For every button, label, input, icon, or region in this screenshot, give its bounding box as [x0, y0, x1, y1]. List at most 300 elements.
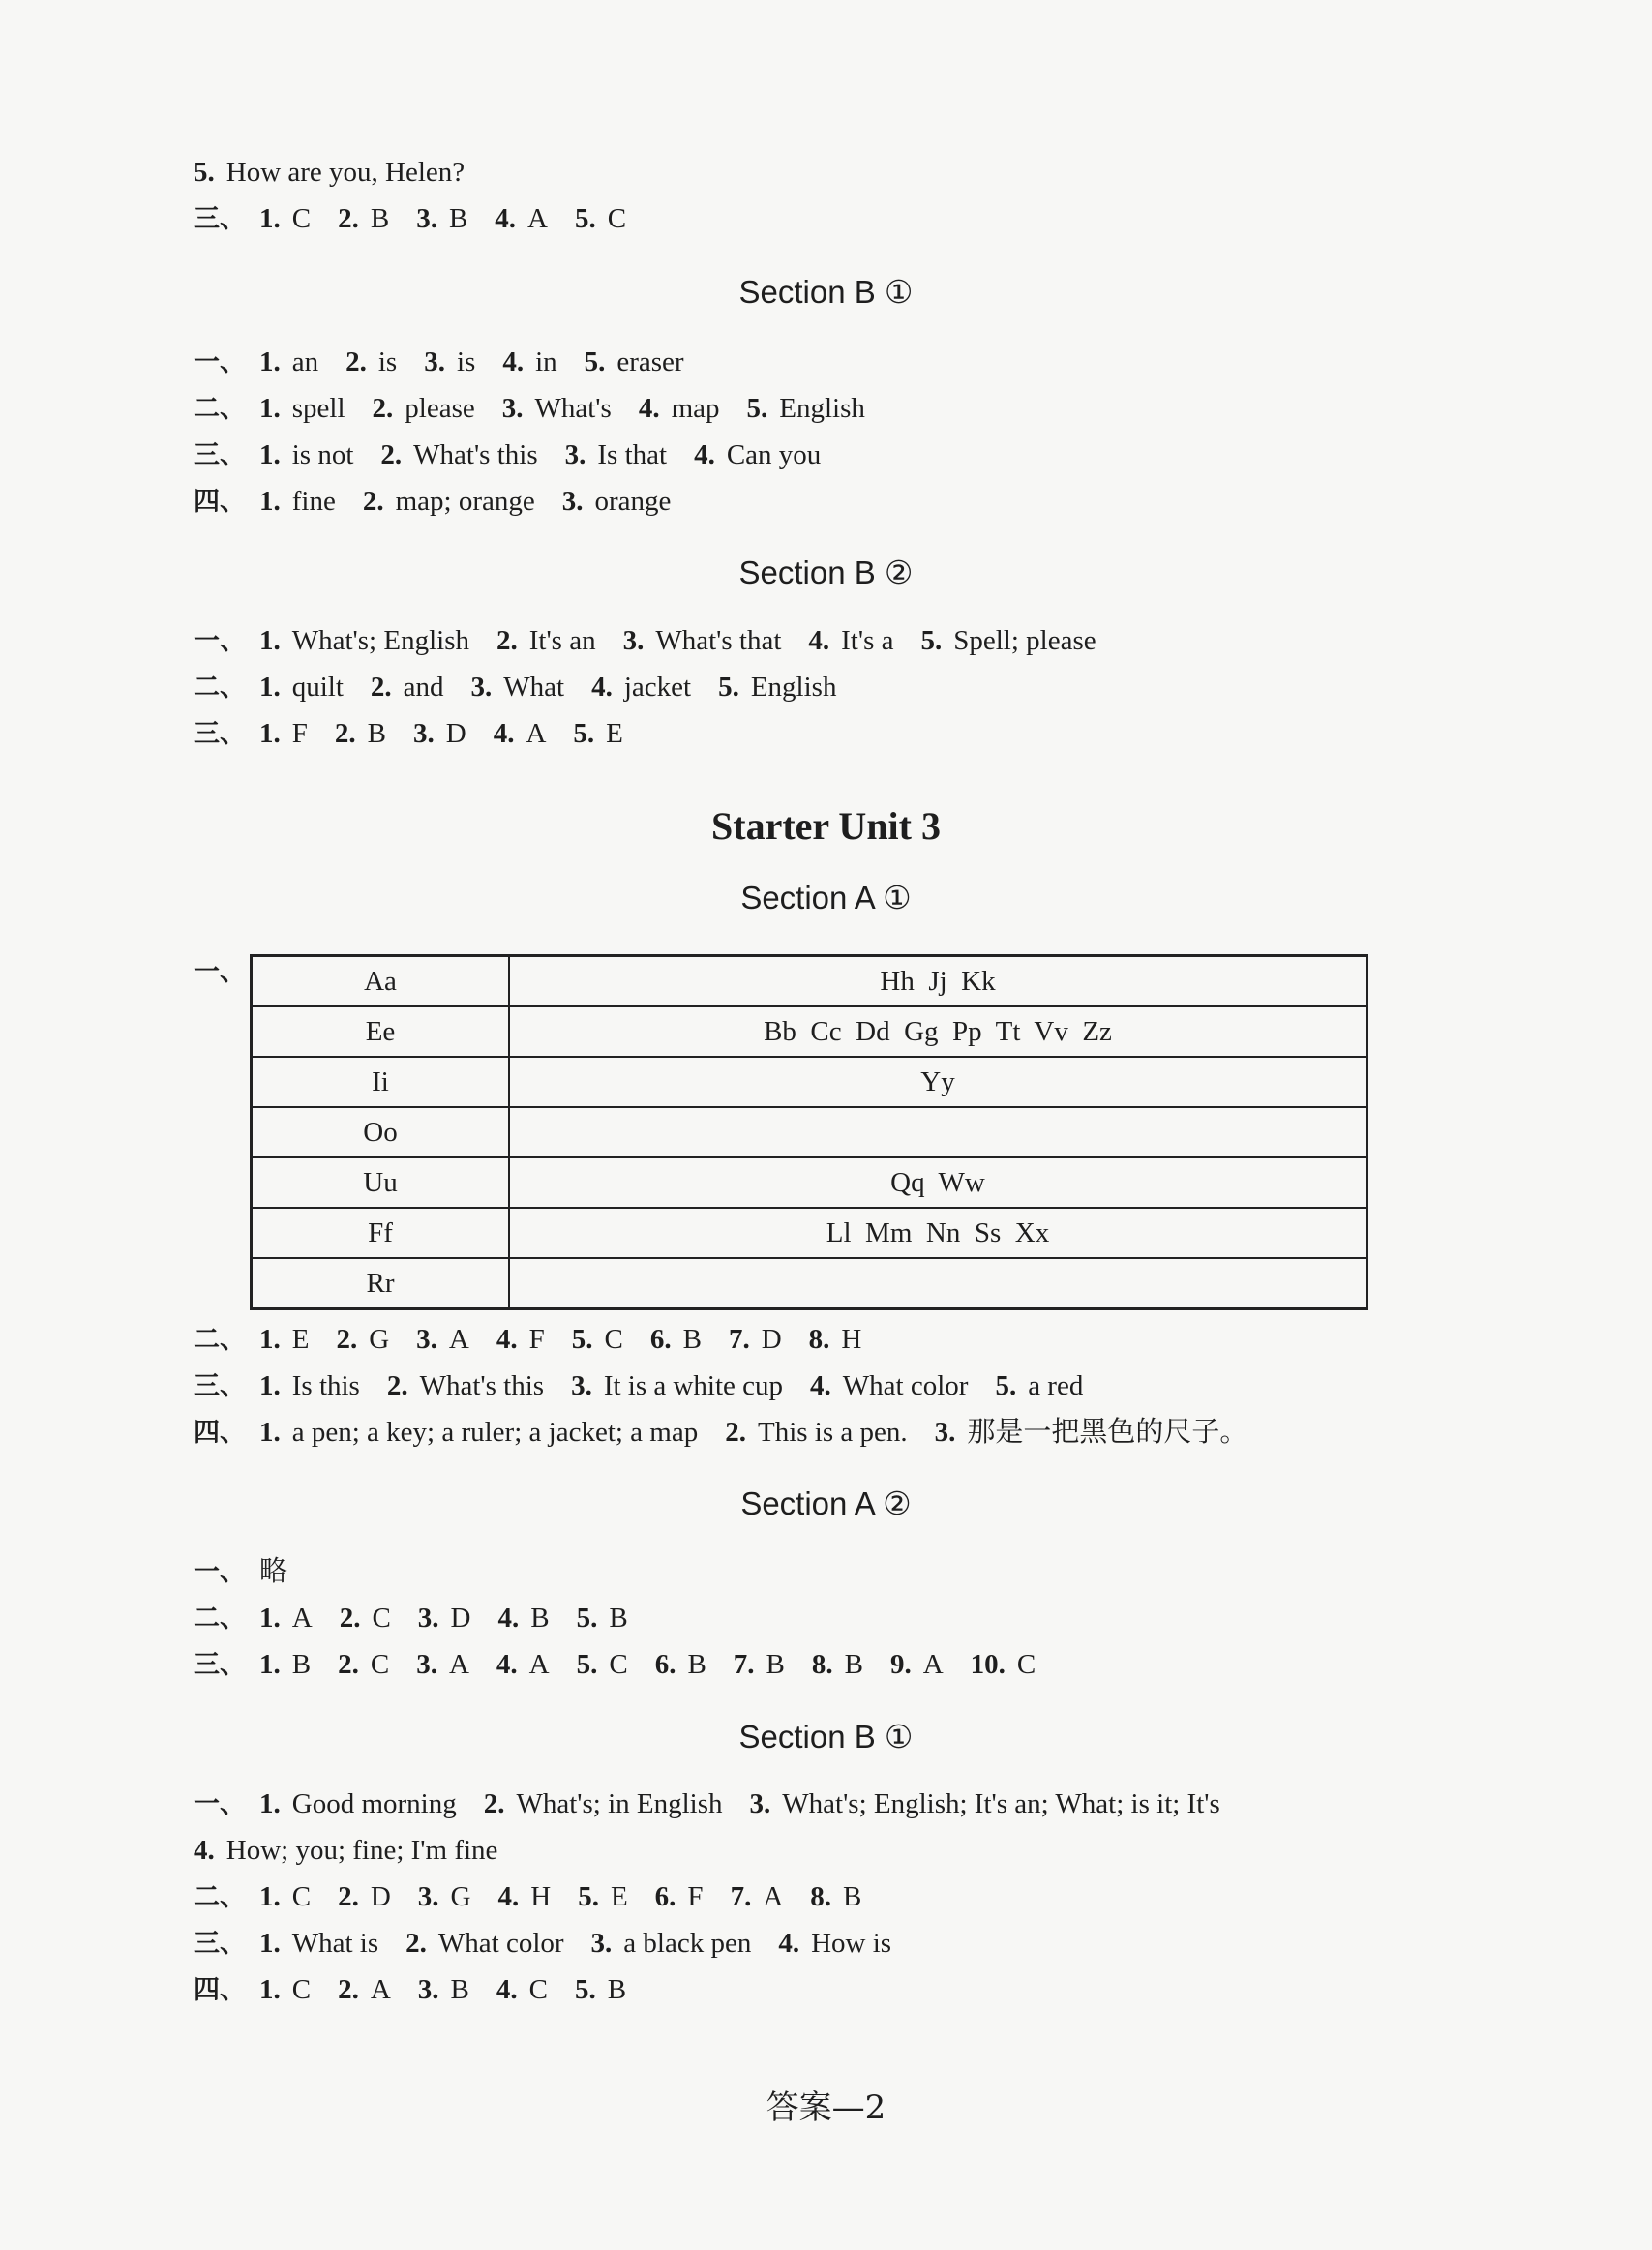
answer-text: B: [367, 718, 386, 749]
answer-line: [194, 1413, 1275, 1453]
answer-item: [498, 1881, 552, 1912]
vowel-cell: Ee: [252, 1006, 510, 1057]
table-row: [252, 1057, 1367, 1107]
item-number: 7.: [730, 1881, 752, 1912]
table-row: [252, 1258, 1367, 1309]
item-number: 2.: [362, 486, 384, 517]
answer-line: [194, 1366, 1110, 1406]
answer-text: a pen; a key; a ruler; a jacket; a map: [291, 1417, 699, 1448]
question-number: 二、: [194, 673, 246, 703]
answer-item: [591, 672, 691, 703]
answer-item: [259, 439, 353, 470]
answer-line: [194, 389, 892, 429]
letters-cell: Ll Mm Nn Ss Xx: [509, 1208, 1367, 1258]
item-number: 1.: [259, 672, 281, 703]
answer-text: spell: [291, 393, 345, 424]
table-row: [252, 1208, 1367, 1258]
item-number: 1.: [259, 1603, 281, 1634]
item-number: 1.: [259, 439, 281, 470]
answer-text: B: [448, 203, 468, 234]
answer-text: H: [530, 1881, 552, 1912]
item-number: 3.: [561, 486, 584, 517]
answer-item: [573, 718, 622, 749]
page-number: 答案—2: [766, 2088, 886, 2127]
item-number: 1.: [259, 1788, 281, 1819]
answer-item: [623, 625, 782, 656]
answer-text: This is a pen.: [757, 1417, 908, 1448]
answer-text: A: [448, 1324, 469, 1355]
answer-text: eraser: [616, 346, 684, 377]
answer-item: [194, 1835, 497, 1866]
item-number: 2.: [483, 1788, 505, 1819]
answer-line: [194, 1877, 888, 1917]
answer-text: fine: [291, 486, 336, 517]
answer-text: quilt: [291, 672, 344, 703]
answer-text: map; orange: [395, 486, 535, 517]
answer-line: [194, 1599, 655, 1638]
question-number: 二、: [194, 394, 246, 424]
answer-item: [416, 1649, 469, 1680]
answer-text: It's an: [528, 625, 596, 656]
answer-item: [577, 1649, 628, 1680]
answer-text: C: [609, 1649, 628, 1680]
answer-text: C: [1016, 1649, 1036, 1680]
item-number: 7.: [733, 1649, 755, 1680]
answer-item: [336, 1324, 389, 1355]
answer-item: [575, 203, 626, 234]
answer-text: What's: [534, 393, 612, 424]
answer-item: [259, 1324, 309, 1355]
answer-item: [890, 1649, 944, 1680]
answer-text: H: [841, 1324, 862, 1355]
answer-text: How is: [811, 1928, 892, 1959]
item-number: 3.: [564, 439, 586, 470]
answer-text: What: [503, 672, 565, 703]
item-number: 2.: [345, 346, 367, 377]
answer-text: Spell; please: [953, 625, 1096, 656]
answer-item: [495, 203, 548, 234]
answer-item: [338, 1881, 391, 1912]
answer-text: A: [763, 1881, 784, 1912]
question-number: 二、: [194, 1325, 246, 1355]
answer-item: [340, 1603, 391, 1634]
item-number: 1.: [259, 625, 281, 656]
answer-item: [338, 1974, 391, 2005]
answer-text: B: [607, 1974, 627, 2005]
answer-item: [373, 393, 475, 424]
item-number: 9.: [889, 1649, 912, 1680]
answer-text: B: [609, 1603, 628, 1634]
answer-text: jacket: [623, 672, 692, 703]
item-number: 3.: [501, 393, 524, 424]
vowel-cell: Rr: [252, 1258, 510, 1309]
question-number: 三、: [194, 1929, 246, 1959]
item-number: 4.: [497, 1603, 520, 1634]
answer-item: [345, 346, 397, 377]
answer-item: [747, 393, 865, 424]
answer-item: [363, 486, 535, 517]
answer-line: [194, 1552, 315, 1592]
answer-item: [655, 1881, 704, 1912]
answer-text: B: [450, 1974, 469, 2005]
answer-item: [496, 1974, 548, 2005]
vowel-cell: Aa: [252, 956, 510, 1007]
answer-item: [750, 1788, 1220, 1819]
answer-item: [416, 1324, 469, 1355]
question-number: 四、: [194, 1975, 246, 2005]
answer-line: [194, 621, 1124, 661]
answer-item: [259, 1649, 311, 1680]
answer-text: D: [450, 1603, 471, 1634]
answer-text: C: [291, 1974, 312, 2005]
answer-text: is: [377, 346, 398, 377]
answer-text: How; you; fine; I'm fine: [225, 1835, 498, 1866]
answer-text: A: [448, 1649, 469, 1680]
answer-text: C: [604, 1324, 623, 1355]
answer-text: Can you: [726, 439, 822, 470]
answer-item: [995, 1370, 1083, 1401]
question-number: 四、: [194, 487, 246, 517]
answer-line: [194, 1924, 918, 1964]
answer-text: and: [403, 672, 444, 703]
answer-item: [494, 718, 547, 749]
answer-text: A: [922, 1649, 944, 1680]
item-number: 1.: [259, 393, 281, 424]
answer-item: [718, 672, 836, 703]
item-number: 7.: [728, 1324, 750, 1355]
question-number: 一、: [194, 1557, 246, 1587]
answer-item: [471, 672, 565, 703]
answer-text: is not: [291, 439, 354, 470]
answer-text: C: [607, 203, 627, 234]
question-number: 三、: [194, 204, 246, 234]
section-heading: Section B ①: [738, 1719, 914, 1755]
answer-line: [194, 482, 698, 522]
item-number: 4.: [497, 1881, 520, 1912]
answer-item: [655, 1649, 706, 1680]
item-number: 3.: [416, 203, 437, 234]
item-number: 2.: [338, 203, 359, 234]
vowel-cell: Uu: [252, 1157, 510, 1208]
answer-item: [591, 1928, 752, 1959]
item-number: 4.: [810, 1370, 831, 1401]
answer-text: a red: [1028, 1370, 1084, 1401]
answer-text: orange: [594, 486, 672, 517]
answer-text: an: [291, 346, 319, 377]
question-number: 一、: [194, 1789, 246, 1819]
answer-item: [734, 1649, 785, 1680]
question-number: 三、: [194, 1650, 246, 1680]
table-row: [252, 1107, 1367, 1157]
letters-cell: Yy: [509, 1057, 1367, 1107]
item-number: 5.: [746, 393, 768, 424]
item-number: 3.: [417, 1881, 439, 1912]
answer-item: [259, 672, 344, 703]
answer-item: [259, 1881, 311, 1912]
answer-text: What's; English; It's an; What; is it; It's: [782, 1788, 1220, 1819]
answer-text: F: [528, 1324, 545, 1355]
answer-item: [338, 203, 389, 234]
item-number: 2.: [386, 1370, 408, 1401]
item-number: 4.: [808, 625, 830, 656]
answer-item: [259, 1928, 378, 1959]
answer-item: [387, 1370, 544, 1401]
answer-item: [335, 718, 386, 749]
item-number: 3.: [622, 625, 645, 656]
answer-item: [259, 203, 311, 234]
answer-item: [498, 1603, 550, 1634]
answer-text: E: [610, 1881, 628, 1912]
answer-item: [562, 486, 672, 517]
answer-text: A: [527, 203, 548, 234]
answer-line: [194, 199, 653, 239]
item-number: 1.: [259, 1928, 281, 1959]
answer-item: [259, 393, 345, 424]
answer-text: C: [291, 1881, 312, 1912]
answer-item: [413, 718, 466, 749]
item-number: 4.: [638, 393, 660, 424]
vowel-cell: Ff: [252, 1208, 510, 1258]
answer-text: What is: [291, 1928, 379, 1959]
item-number: 1.: [259, 203, 281, 234]
item-number: 5.: [718, 672, 739, 703]
answer-item: [380, 439, 537, 470]
question-number: 四、: [194, 1418, 246, 1448]
answer-line: [194, 1831, 525, 1870]
answer-item: [259, 1788, 457, 1819]
answer-text: G: [450, 1881, 471, 1912]
item-number: 1.: [259, 1324, 281, 1355]
item-number: 5.: [573, 718, 595, 749]
vowel-cell: Oo: [252, 1107, 510, 1157]
item-number: 6.: [654, 1649, 676, 1680]
answer-item: [778, 1928, 891, 1959]
answer-text: What's this: [419, 1370, 545, 1401]
answer-item: [810, 1881, 861, 1912]
item-number: 2.: [339, 1603, 361, 1634]
table-row: [252, 956, 1367, 1007]
question-number: 三、: [194, 1371, 246, 1401]
answer-item: [259, 1974, 311, 2005]
answer-text: D: [761, 1324, 782, 1355]
answer-line: [194, 1785, 1247, 1824]
answer-text: G: [369, 1324, 390, 1355]
answer-text: D: [445, 718, 466, 749]
item-number: 3.: [470, 672, 493, 703]
answer-item: [639, 393, 720, 424]
answer-text: B: [766, 1649, 785, 1680]
answer-item: [575, 1974, 626, 2005]
unit-title: Starter Unit 3: [711, 804, 941, 848]
question-number: 一、: [194, 347, 246, 377]
answer-text: A: [291, 1603, 313, 1634]
answer-item: [259, 718, 308, 749]
answer-text: What color: [437, 1928, 564, 1959]
item-number: 2.: [370, 672, 392, 703]
item-number: 4.: [778, 1928, 800, 1959]
answer-text: F: [687, 1881, 704, 1912]
item-number: 5.: [574, 203, 596, 234]
item-number: 2.: [405, 1928, 427, 1959]
answer-item: [731, 1881, 784, 1912]
item-number: 2.: [336, 1324, 358, 1355]
answer-text: E: [606, 718, 623, 749]
table-row: [252, 1006, 1367, 1057]
answer-line: [194, 714, 650, 754]
answer-text: C: [528, 1974, 548, 2005]
item-number: 3.: [571, 1370, 592, 1401]
answer-text: B: [844, 1649, 863, 1680]
item-number: 10.: [970, 1649, 1006, 1680]
answer-item: [572, 1324, 623, 1355]
answer-item: [194, 157, 465, 188]
letter-sound-table: [250, 954, 1368, 1310]
item-number: 3.: [417, 1603, 439, 1634]
item-number: 1.: [259, 486, 281, 517]
item-number: 4.: [591, 672, 613, 703]
vowel-cell: Ii: [252, 1057, 510, 1107]
answer-text: Is this: [291, 1370, 360, 1401]
item-number: 2.: [338, 1881, 359, 1912]
answer-item: [338, 1649, 389, 1680]
answer-item: [808, 625, 893, 656]
answer-item: [259, 1417, 698, 1448]
answer-item: [259, 1603, 313, 1634]
answer-text: A: [528, 1649, 550, 1680]
answer-item: [565, 439, 667, 470]
item-number: 3.: [424, 346, 445, 377]
answer-item: [418, 1603, 471, 1634]
item-number: 4.: [694, 439, 715, 470]
answer-text: B: [687, 1649, 706, 1680]
answer-item: [418, 1881, 471, 1912]
item-number: 6.: [649, 1324, 672, 1355]
answer-text: B: [530, 1603, 550, 1634]
answer-line: [194, 153, 492, 192]
item-number: 8.: [808, 1324, 830, 1355]
answer-text: How are you, Helen?: [225, 157, 466, 188]
item-number: 4.: [496, 1974, 518, 2005]
item-number: 3.: [412, 718, 435, 749]
answer-text: What color: [842, 1370, 969, 1401]
answer-item: [371, 672, 444, 703]
item-number: 5.: [576, 1649, 598, 1680]
item-number: 2.: [338, 1649, 359, 1680]
answer-text: 那是一把黑色的尺子。: [967, 1417, 1248, 1448]
answer-text: map: [671, 393, 720, 424]
answer-item: [424, 346, 475, 377]
answer-text: What's that: [655, 625, 782, 656]
section-heading: Section A ①: [740, 880, 912, 915]
question-number: 三、: [194, 440, 246, 470]
answer-item: [496, 625, 596, 656]
item-number: 1.: [259, 1370, 281, 1401]
answer-item: [725, 1417, 907, 1448]
item-number: 2.: [334, 718, 356, 749]
answer-line: [194, 1970, 653, 2010]
answer-item: [416, 203, 467, 234]
answer-text: F: [291, 718, 308, 749]
answer-line: [194, 668, 863, 707]
answer-text: D: [370, 1881, 391, 1912]
item-number: 3.: [416, 1324, 437, 1355]
answer-item: [921, 625, 1096, 656]
item-number: 8.: [810, 1881, 832, 1912]
section-heading: Section B ①: [738, 274, 914, 310]
item-number: 1.: [259, 718, 281, 749]
item-number: 3.: [416, 1649, 437, 1680]
answer-text: in: [535, 346, 557, 377]
answer-text: What's; English: [291, 625, 469, 656]
section-heading: Section A ②: [740, 1485, 912, 1521]
answer-text: B: [291, 1649, 312, 1680]
item-number: 4.: [493, 718, 515, 749]
answer-item: [812, 1649, 863, 1680]
answer-item: [571, 1370, 783, 1401]
answer-item: [496, 1649, 550, 1680]
item-number: 4.: [194, 1835, 215, 1866]
answer-text: is: [456, 346, 476, 377]
answer-item: [810, 1370, 968, 1401]
item-number: 3.: [417, 1974, 439, 2005]
table-row: [252, 1157, 1367, 1208]
item-number: 1.: [259, 1881, 281, 1912]
question-number: 二、: [194, 1604, 246, 1634]
answer-item: [418, 1974, 469, 2005]
answer-line: [194, 1320, 888, 1360]
answer-text: A: [526, 718, 547, 749]
answer-line: [194, 435, 848, 475]
answer-item: [259, 1370, 360, 1401]
answer-text: please: [405, 393, 475, 424]
answer-text: It is a white cup: [603, 1370, 784, 1401]
answer-line: [194, 343, 711, 382]
answer-item: [259, 486, 336, 517]
answer-text: C: [370, 1649, 390, 1680]
answer-item: [577, 1603, 628, 1634]
answer-text: a black pen: [623, 1928, 752, 1959]
answer-text: C: [372, 1603, 391, 1634]
letters-cell: [509, 1107, 1367, 1157]
answer-item: [259, 625, 469, 656]
item-number: 3.: [590, 1928, 613, 1959]
item-number: 8.: [811, 1649, 833, 1680]
answer-item: [259, 346, 318, 377]
answer-item: [971, 1649, 1036, 1680]
letters-cell: Qq Ww: [509, 1157, 1367, 1208]
answer-item: [405, 1928, 563, 1959]
answer-item: [585, 346, 684, 377]
answer-item: [809, 1324, 862, 1355]
item-number: 4.: [502, 346, 525, 377]
answer-item: [502, 393, 612, 424]
item-number: 5.: [920, 625, 943, 656]
item-number: 5.: [574, 1974, 596, 2005]
answer-text: 略: [259, 1556, 288, 1587]
answer-item: [502, 346, 556, 377]
question-number: 三、: [194, 719, 246, 749]
item-number: 5.: [995, 1370, 1017, 1401]
answer-item: [578, 1881, 627, 1912]
item-number: 1.: [259, 1417, 281, 1448]
letters-cell: Bb Cc Dd Gg Pp Tt Vv Zz: [509, 1006, 1367, 1057]
answer-text: What's this: [413, 439, 538, 470]
answer-line: [194, 1645, 1063, 1685]
item-number: 4.: [496, 1324, 518, 1355]
item-number: 2.: [338, 1974, 359, 2005]
item-number: 1.: [259, 1974, 281, 2005]
answer-text: B: [370, 203, 390, 234]
